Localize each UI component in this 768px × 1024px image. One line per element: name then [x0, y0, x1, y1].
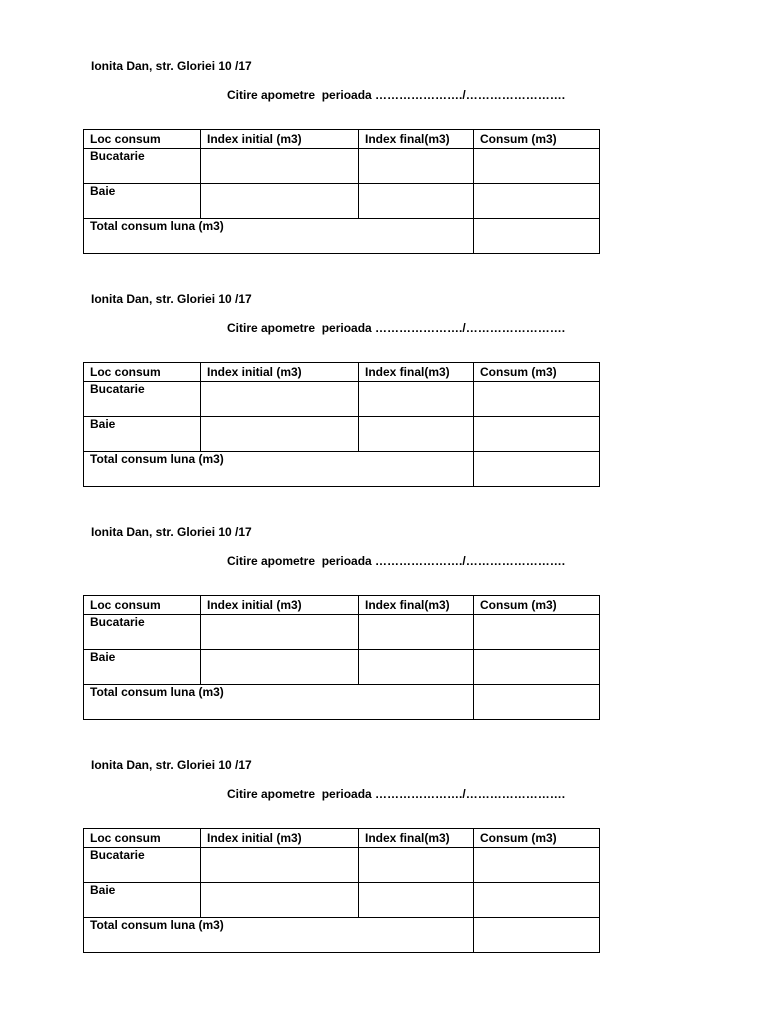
- row-label-bucatarie: Bucatarie: [84, 382, 201, 417]
- total-label: Total consum luna (m3): [84, 685, 474, 720]
- address-line: Ionita Dan, str. Gloriei 10 /17: [91, 59, 252, 73]
- row-label-baie: Baie: [84, 650, 201, 685]
- baie-index-initial-field[interactable]: [201, 184, 359, 219]
- table-total-row: [84, 219, 600, 254]
- row-label-baie: Baie: [84, 184, 201, 219]
- bucatarie-consum-field[interactable]: [474, 382, 600, 417]
- header-index-initial: Index initial (m3): [201, 130, 359, 149]
- baie-index-initial-field[interactable]: [201, 650, 359, 685]
- header-loc-consum: Loc consum: [84, 596, 201, 615]
- table-header-row: [84, 363, 600, 382]
- table-row: [84, 883, 600, 918]
- bucatarie-index-initial-field[interactable]: [201, 615, 359, 650]
- table-total-row: [84, 452, 600, 487]
- total-label: Total consum luna (m3): [84, 219, 474, 254]
- readings-table: [83, 828, 600, 953]
- table-row: [84, 149, 600, 184]
- bucatarie-consum-field[interactable]: [474, 149, 600, 184]
- header-index-initial: Index initial (m3): [201, 596, 359, 615]
- bucatarie-index-initial-field[interactable]: [201, 848, 359, 883]
- row-label-bucatarie: Bucatarie: [84, 615, 201, 650]
- total-consum-field[interactable]: [474, 219, 600, 254]
- readings-table: [83, 595, 600, 720]
- table-total-row: [84, 918, 600, 953]
- bucatarie-index-initial-field[interactable]: [201, 382, 359, 417]
- reading-period-title: Citire apometre perioada …………………./…………………….: [227, 88, 566, 102]
- table-total-row: [84, 685, 600, 720]
- baie-index-initial-field[interactable]: [201, 883, 359, 918]
- table-header-row: [84, 829, 600, 848]
- bucatarie-index-final-field[interactable]: [359, 382, 474, 417]
- baie-index-final-field[interactable]: [359, 184, 474, 219]
- header-index-final: Index final(m3): [359, 130, 474, 149]
- readings-table: [83, 129, 600, 254]
- baie-index-final-field[interactable]: [359, 650, 474, 685]
- bucatarie-index-final-field[interactable]: [359, 615, 474, 650]
- row-label-bucatarie: Bucatarie: [84, 149, 201, 184]
- reading-form-2: [0, 292, 768, 492]
- total-consum-field[interactable]: [474, 452, 600, 487]
- row-label-bucatarie: Bucatarie: [84, 848, 201, 883]
- reading-period-title: Citire apometre perioada …………………./…………………….: [227, 321, 566, 335]
- baie-index-final-field[interactable]: [359, 883, 474, 918]
- bucatarie-index-final-field[interactable]: [359, 149, 474, 184]
- bucatarie-consum-field[interactable]: [474, 848, 600, 883]
- address-line: Ionita Dan, str. Gloriei 10 /17: [91, 292, 252, 306]
- header-index-initial: Index initial (m3): [201, 829, 359, 848]
- header-consum: Consum (m3): [474, 596, 600, 615]
- header-index-final: Index final(m3): [359, 363, 474, 382]
- total-consum-field[interactable]: [474, 918, 600, 953]
- header-index-final: Index final(m3): [359, 829, 474, 848]
- header-loc-consum: Loc consum: [84, 363, 201, 382]
- header-loc-consum: Loc consum: [84, 130, 201, 149]
- table-header-row: [84, 130, 600, 149]
- reading-form-4: [0, 758, 768, 958]
- reading-period-title: Citire apometre perioada …………………./…………………….: [227, 787, 566, 801]
- header-consum: Consum (m3): [474, 130, 600, 149]
- address-line: Ionita Dan, str. Gloriei 10 /17: [91, 758, 252, 772]
- header-loc-consum: Loc consum: [84, 829, 201, 848]
- readings-table: [83, 362, 600, 487]
- total-consum-field[interactable]: [474, 685, 600, 720]
- reading-form-3: [0, 525, 768, 725]
- bucatarie-index-initial-field[interactable]: [201, 149, 359, 184]
- table-row: [84, 417, 600, 452]
- total-label: Total consum luna (m3): [84, 452, 474, 487]
- header-consum: Consum (m3): [474, 829, 600, 848]
- address-line: Ionita Dan, str. Gloriei 10 /17: [91, 525, 252, 539]
- bucatarie-index-final-field[interactable]: [359, 848, 474, 883]
- reading-form-1: [0, 59, 768, 259]
- table-row: [84, 848, 600, 883]
- row-label-baie: Baie: [84, 417, 201, 452]
- table-row: [84, 615, 600, 650]
- table-row: [84, 184, 600, 219]
- baie-consum-field[interactable]: [474, 650, 600, 685]
- row-label-baie: Baie: [84, 883, 201, 918]
- baie-index-final-field[interactable]: [359, 417, 474, 452]
- total-label: Total consum luna (m3): [84, 918, 474, 953]
- baie-consum-field[interactable]: [474, 184, 600, 219]
- baie-consum-field[interactable]: [474, 883, 600, 918]
- header-index-final: Index final(m3): [359, 596, 474, 615]
- baie-consum-field[interactable]: [474, 417, 600, 452]
- table-row: [84, 650, 600, 685]
- table-header-row: [84, 596, 600, 615]
- bucatarie-consum-field[interactable]: [474, 615, 600, 650]
- header-consum: Consum (m3): [474, 363, 600, 382]
- header-index-initial: Index initial (m3): [201, 363, 359, 382]
- reading-period-title: Citire apometre perioada …………………./…………………….: [227, 554, 566, 568]
- table-row: [84, 382, 600, 417]
- baie-index-initial-field[interactable]: [201, 417, 359, 452]
